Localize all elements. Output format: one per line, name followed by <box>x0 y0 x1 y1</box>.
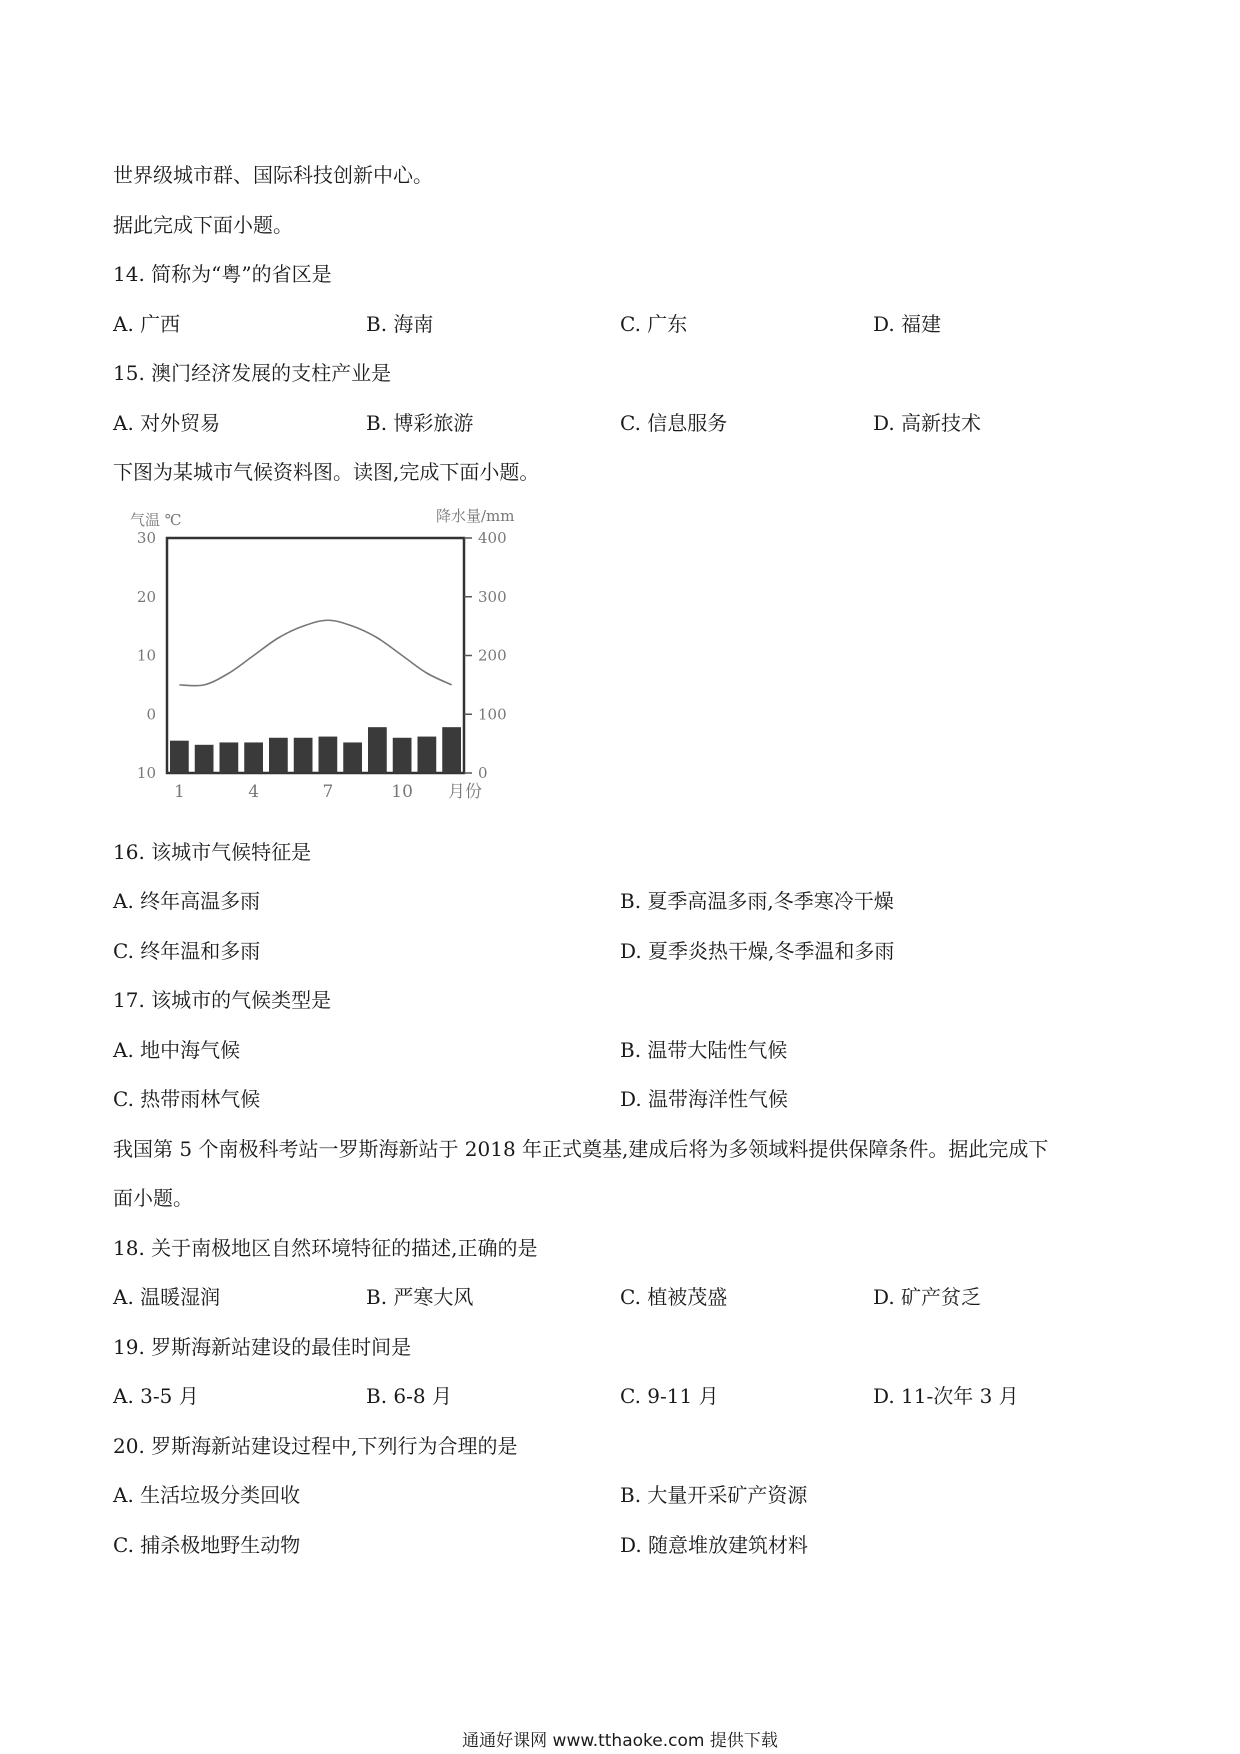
q14-option-d: D. 福建 <box>873 312 942 336</box>
precipitation-bar <box>368 727 387 773</box>
x-tick-label: 4 <box>248 782 260 802</box>
x-tick-label: 10 <box>391 782 413 802</box>
right-axis-label: 降水量/mm <box>436 507 515 525</box>
precipitation-bar <box>220 742 239 773</box>
q16-option-c: C. 终年温和多雨 <box>113 939 261 963</box>
right-tick-label: 300 <box>478 587 507 606</box>
q15-option-c: C. 信息服务 <box>620 411 728 435</box>
q18-option-b: B. 严寒大风 <box>366 1285 474 1309</box>
q15-option-a: A. 对外贸易 <box>113 411 221 435</box>
q20-option-c: C. 捕杀极地野生动物 <box>113 1533 301 1557</box>
question-16-stem: 16. 该城市气候特征是 <box>113 840 312 864</box>
climate-chart <box>118 505 538 805</box>
q20-option-b: B. 大量开采矿产资源 <box>620 1483 808 1507</box>
precipitation-bar <box>244 742 263 773</box>
q17-option-c: C. 热带雨林气候 <box>113 1087 261 1111</box>
left-tick-label: 20 <box>136 587 156 606</box>
precipitation-bar <box>269 738 288 773</box>
q16-option-b: B. 夏季高温多雨,冬季寒冷干燥 <box>620 889 894 913</box>
q19-option-b: B. 6-8 月 <box>366 1384 452 1408</box>
right-tick-label: 100 <box>478 705 507 724</box>
question-18-stem: 18. 关于南极地区自然环境特征的描述,正确的是 <box>113 1236 538 1260</box>
precipitation-bar <box>393 738 412 773</box>
precipitation-bar <box>294 738 313 773</box>
q16-option-d: D. 夏季炎热干燥,冬季温和多雨 <box>620 939 895 963</box>
q16-option-a: A. 终年高温多雨 <box>113 889 261 913</box>
q17-option-b: B. 温带大陆性气候 <box>620 1038 788 1062</box>
q19-option-c: C. 9-11 月 <box>620 1384 719 1408</box>
q15-option-d: D. 高新技术 <box>873 411 982 435</box>
antarctic-intro-line-1: 我国第 5 个南极科考站一罗斯海新站于 2018 年正式奠基,建成后将为多领域料提供保障条件。据此完成下 <box>113 1137 1049 1161</box>
x-tick-label: 1 <box>173 782 185 802</box>
x-axis-unit: 月份 <box>448 782 482 802</box>
right-tick-label: 200 <box>478 646 507 665</box>
precipitation-bar <box>319 737 338 773</box>
q14-option-c: C. 广东 <box>620 312 688 336</box>
right-tick-label: 0 <box>478 764 488 782</box>
left-tick-label: 30 <box>136 529 156 547</box>
left-tick-label: 10 <box>136 646 156 665</box>
precipitation-bar <box>442 727 461 773</box>
q18-option-c: C. 植被茂盛 <box>620 1285 728 1309</box>
precipitation-bar <box>418 737 437 773</box>
q19-option-d: D. 11-次年 3 月 <box>873 1384 1019 1408</box>
q20-option-a: A. 生活垃圾分类回收 <box>113 1483 301 1507</box>
q14-option-a: A. 广西 <box>113 312 181 336</box>
left-axis-label: 气温 ℃ <box>130 511 182 529</box>
question-17-stem: 17. 该城市的气候类型是 <box>113 988 332 1012</box>
precipitation-bar <box>170 741 189 773</box>
question-20-stem: 20. 罗斯海新站建设过程中,下列行为合理的是 <box>113 1434 518 1458</box>
antarctic-intro-line-2: 面小题。 <box>113 1186 193 1210</box>
instruction-text: 据此完成下面小题。 <box>113 213 293 237</box>
q17-option-a: A. 地中海气候 <box>113 1038 241 1062</box>
q17-option-d: D. 温带海洋性气候 <box>620 1087 789 1111</box>
right-tick-label: 400 <box>478 529 507 547</box>
q20-option-d: D. 随意堆放建筑材料 <box>620 1533 809 1557</box>
left-tick-label: 10 <box>136 764 156 782</box>
question-14-stem: 14. 简称为“粤”的省区是 <box>113 262 332 286</box>
q18-option-a: A. 温暖湿润 <box>113 1285 221 1309</box>
q15-option-b: B. 博彩旅游 <box>366 411 474 435</box>
q14-option-b: B. 海南 <box>366 312 434 336</box>
chart-intro: 下图为某城市气候资料图。读图,完成下面小题。 <box>113 460 540 484</box>
precipitation-bar <box>195 745 214 773</box>
intro-tail: 世界级城市群、国际科技创新中心。 <box>113 163 433 187</box>
temperature-curve <box>179 620 451 685</box>
precipitation-bar <box>343 742 362 773</box>
x-tick-label: 7 <box>322 782 334 802</box>
q18-option-d: D. 矿产贫乏 <box>873 1285 982 1309</box>
q19-option-a: A. 3-5 月 <box>113 1384 199 1408</box>
page-footer: 通通好课网 www.tthaoke.com 提供下载 <box>462 1731 778 1751</box>
left-tick-label: 0 <box>146 705 156 724</box>
question-19-stem: 19. 罗斯海新站建设的最佳时间是 <box>113 1335 412 1359</box>
question-15-stem: 15. 澳门经济发展的支柱产业是 <box>113 361 392 385</box>
